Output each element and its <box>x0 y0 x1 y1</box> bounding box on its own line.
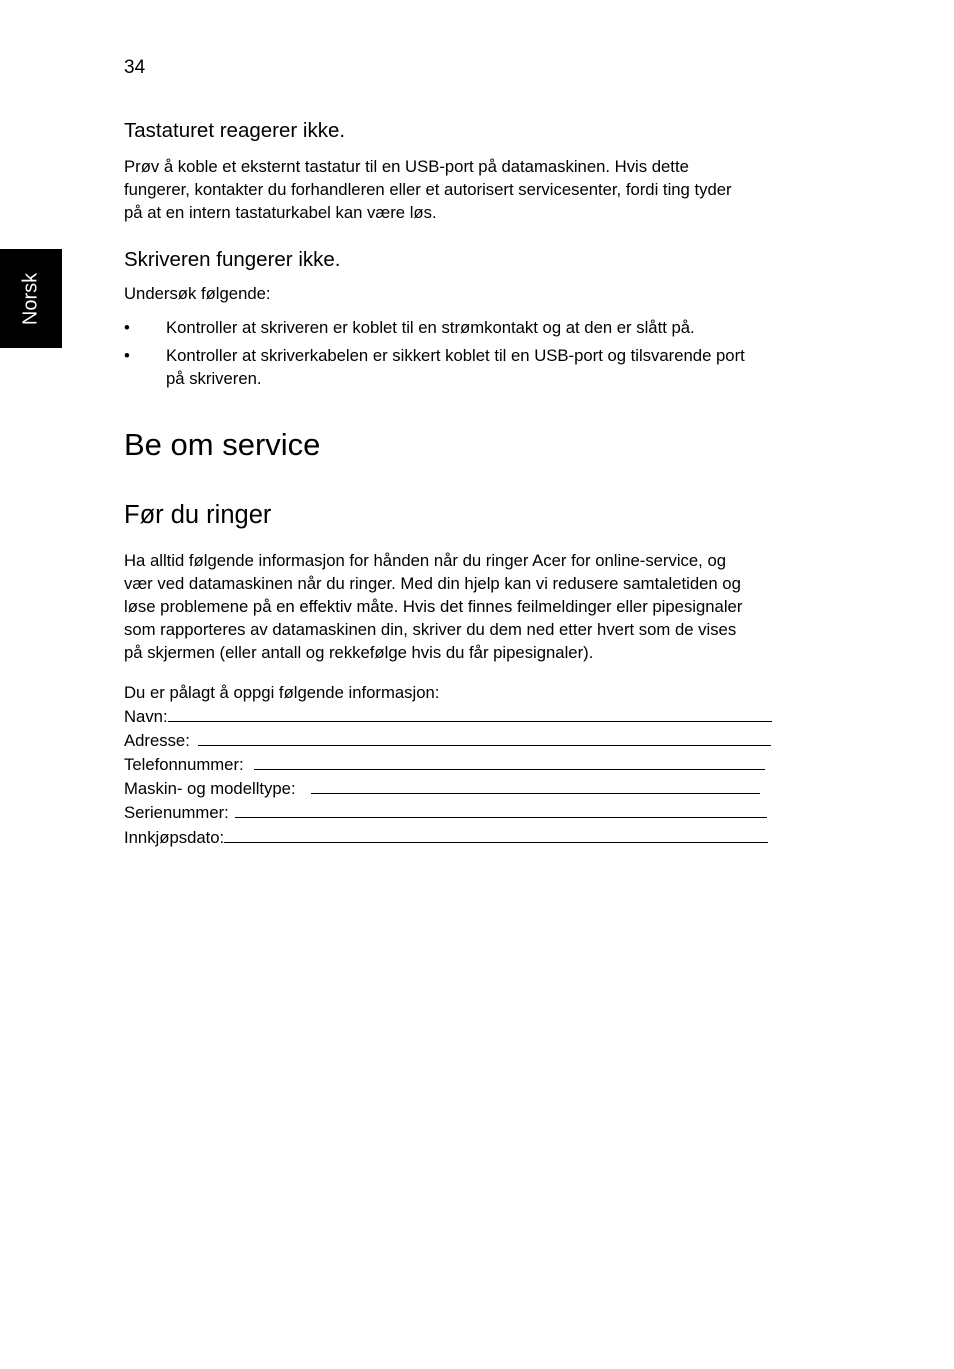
field-blank-name <box>168 704 772 722</box>
chapter-title: Be om service <box>124 427 321 462</box>
field-label-name: Navn: <box>124 707 168 727</box>
keyboard-line-1: Prøv å koble et eksternt tastatur til en USB-port på datamaskinen. Hvis dette <box>124 157 689 176</box>
before-call-line-2: vær ved datamaskinen når du ringer. Med din hjelp kan vi redusere samtaletiden og <box>124 574 741 594</box>
form-field-address <box>124 728 814 752</box>
printer-heading: Skriveren fungerer ikke. <box>124 248 341 271</box>
printer-checklist <box>124 316 814 395</box>
field-label-model: Maskin- og modelltype: <box>124 779 296 799</box>
bullet-1-line-1: Kontroller at skriveren er koblet til en strømkontakt og at den er slått på. <box>166 318 695 337</box>
before-call-line-4: som rapporteres av datamaskinen din, skriver du dem ned etter hvert som de vises <box>124 620 737 640</box>
bullet-2-line-1: Kontroller at skriverkabelen er sikkert koblet til en USB-port og tilsvarende port <box>166 346 745 366</box>
keyboard-line-3: på at en intern tastaturkabel kan være løs. <box>124 203 437 223</box>
language-tab <box>0 249 62 348</box>
list-item <box>124 316 814 339</box>
field-blank-phone <box>254 752 765 770</box>
page-number: 34 <box>124 57 146 78</box>
field-label-serial: Serienummer: <box>124 803 229 823</box>
keyboard-paragraph <box>124 155 814 224</box>
bullet-symbol: • <box>124 346 130 366</box>
field-blank-address <box>198 728 771 746</box>
list-item <box>124 344 814 390</box>
before-call-line-3: løse problemene på en effektiv måte. Hvis det finnes feilmeldinger eller pipesignaler <box>124 597 743 617</box>
form-field-phone <box>124 752 814 776</box>
keyboard-line-2: fungerer, kontakter du forhandleren eller et autorisert servicesenter, fordi ting tyder <box>124 180 732 200</box>
form-intro: Du er pålagt å oppgi følgende informasjon: <box>124 683 440 702</box>
before-call-line-5: på skjermen (eller antall og rekkefølge hvis du får pipesignaler). <box>124 643 594 663</box>
before-call-line-1: Ha alltid følgende informasjon for hånden når du ringer Acer for online-service, og <box>124 551 727 570</box>
field-label-phone: Telefonnummer: <box>124 755 244 775</box>
form-field-serial <box>124 800 814 824</box>
printer-intro: Undersøk følgende: <box>124 284 271 303</box>
form-field-name <box>124 704 814 728</box>
bullet-2-line-2: på skriveren. <box>166 369 262 389</box>
field-blank-model <box>311 776 760 794</box>
field-blank-purchase-date <box>224 825 768 843</box>
keyboard-heading: Tastaturet reagerer ikke. <box>124 119 346 142</box>
before-call-paragraph <box>124 549 814 664</box>
bullet-symbol: • <box>124 318 130 337</box>
before-call-heading: Før du ringer <box>124 501 272 529</box>
form-field-purchase-date <box>124 825 814 849</box>
field-label-purchase-date: Innkjøpsdato: <box>124 827 225 847</box>
language-tab-label: Norsk <box>19 272 42 326</box>
form-field-model <box>124 776 814 800</box>
field-blank-serial <box>235 800 767 818</box>
info-form <box>124 681 814 849</box>
field-label-address: Adresse: <box>124 731 190 751</box>
